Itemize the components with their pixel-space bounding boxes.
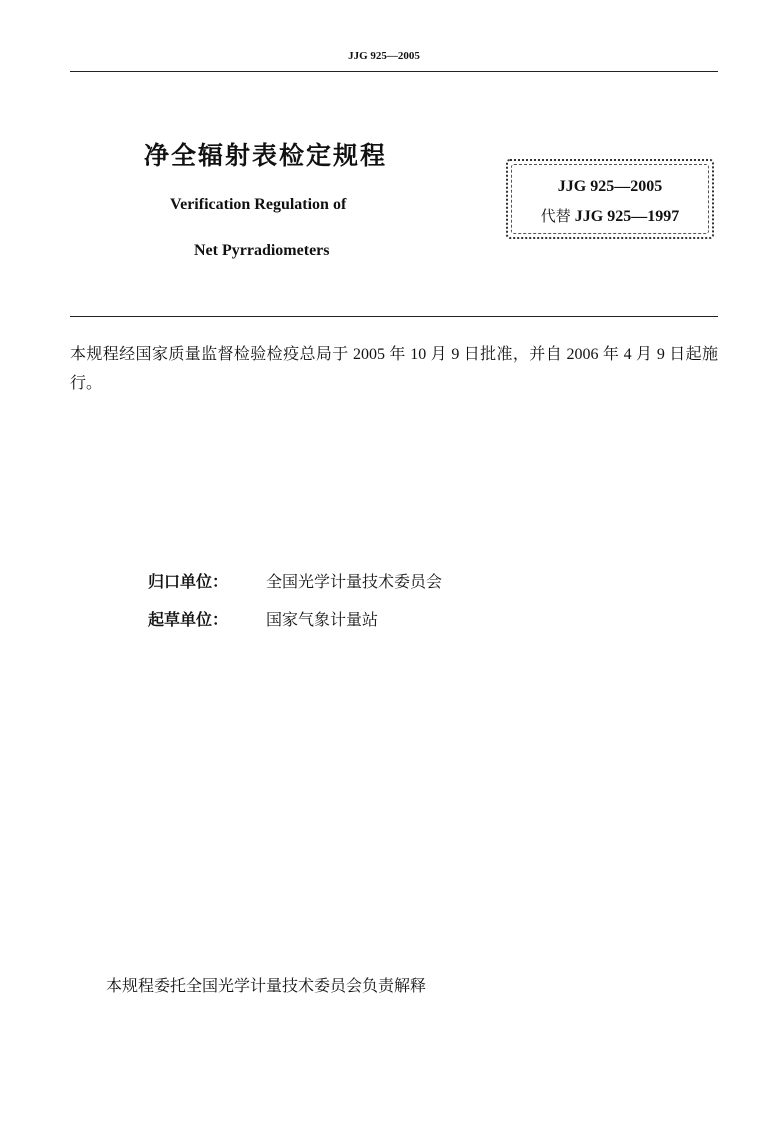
responsible-unit-label: 归口单位：: [148, 572, 229, 591]
title-english-line2: Net Pyrradiometers: [194, 242, 330, 259]
replaced-standard: [508, 205, 712, 226]
title-chinese: 净全辐射表检定规程: [144, 141, 388, 170]
responsible-unit-row: [148, 569, 442, 592]
title-english-line1: Verification Regulation of: [170, 196, 347, 213]
interpretation-note: 本规程委托全国光学计量技术委员会负责解释: [106, 976, 427, 995]
standard-code-box: [506, 159, 714, 239]
approval-statement: 本规程经国家质量监督检验检疫总局于 2005 年 10 月 9 日批准，并自 2006 年 4 月 9 日起施行。: [70, 346, 718, 392]
section-rule: [70, 316, 718, 317]
drafting-unit-row: [148, 607, 378, 630]
running-header: JJG 925—2005: [348, 50, 420, 62]
current-standard-code: JJG 925—2005: [557, 178, 663, 195]
drafting-unit-label: 起草单位：: [148, 610, 229, 629]
replaces-label: 代替: [540, 207, 571, 225]
replaced-standard-code: JJG 925—1997: [574, 208, 680, 225]
drafting-unit-value: 国家气象计量站: [266, 610, 379, 629]
responsible-unit-value: 全国光学计量技术委员会: [266, 572, 443, 591]
header-rule: [70, 71, 718, 72]
